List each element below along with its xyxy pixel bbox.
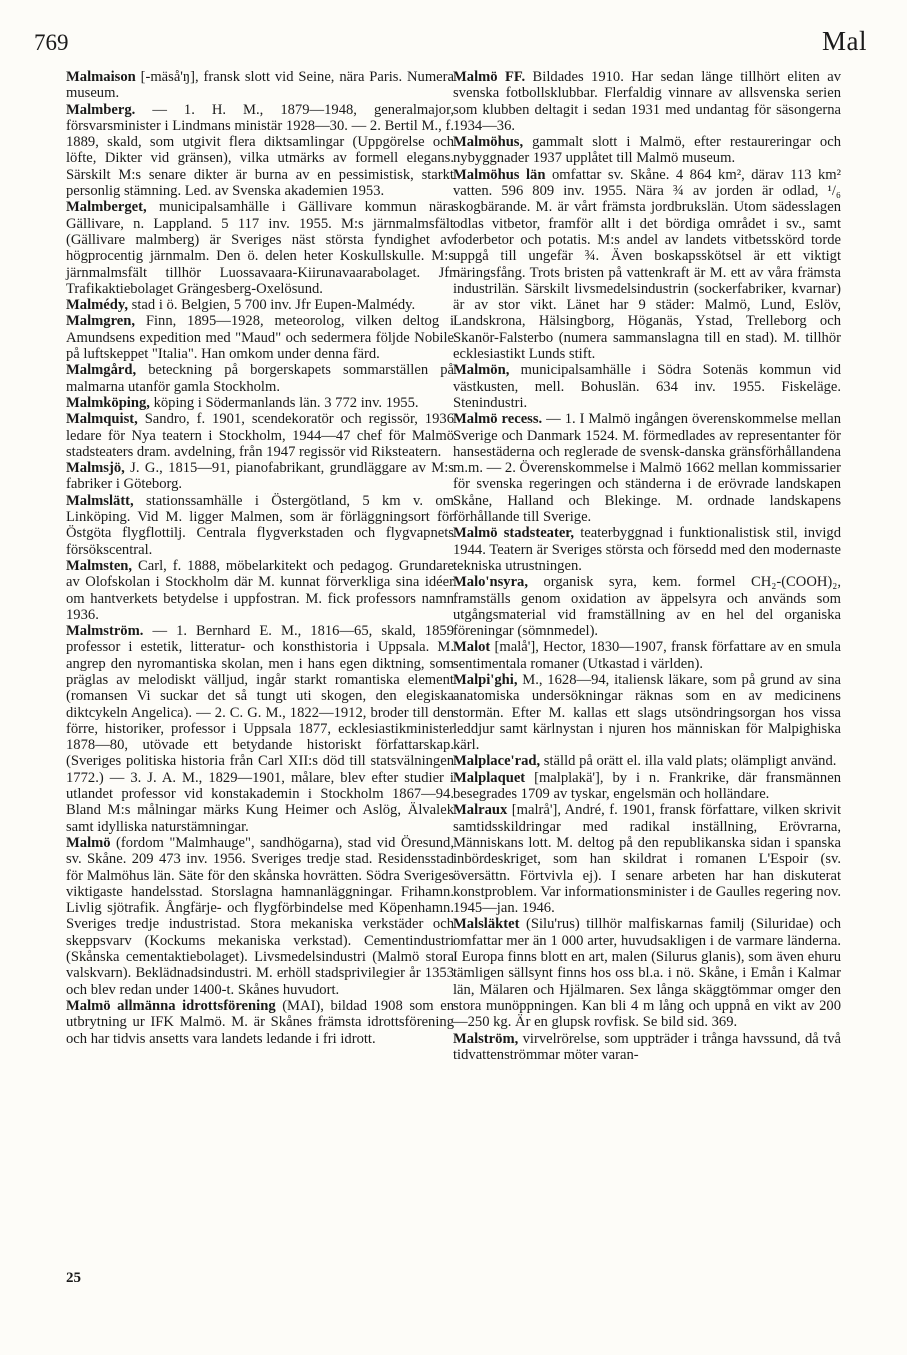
dictionary-entry	[66, 199, 454, 297]
headword: Malmslätt,	[66, 492, 134, 509]
entry-text: beteckning på borgerskapets sommarställen på malmarna utanför gamla Stockholm.	[66, 362, 454, 395]
dictionary-entry	[453, 1031, 841, 1064]
headword: Malmön,	[453, 362, 510, 379]
headword: Malström,	[453, 1030, 519, 1047]
headword: Malmédy,	[66, 297, 129, 314]
headword: Malmström.	[66, 623, 144, 640]
entry-text: [malplakä'], by i n. Frankrike, där fransmännen besegrades 1709 av tyskar, engelsmän och holländare.	[453, 769, 841, 803]
headword: Malot	[453, 639, 491, 656]
entry-text: municipalsamhälle i Gällivare kommun nära Gällivare, n. Lappland. 5 117 inv. 1955. M:s järnmalmsfält (Gällivare malmberg) är Sveriges näst största fyndighet av högprocentig järnmalm. Den ö. delen heter Koskullskulle. M:s järnmalmsfält tillhör Luossavaara-Kiirunavaarabolaget. Jfr Trafikaktiebolaget Grängesberg-Oxelösund.	[66, 199, 454, 297]
headword: Malplaquet	[453, 769, 526, 786]
dictionary-entry	[453, 525, 841, 574]
headword: Malo'nsyra,	[453, 574, 528, 591]
entry-text: köping i Södermanlands län. 3 772 inv. 1955.	[149, 394, 419, 411]
dictionary-entry	[66, 493, 454, 558]
headword: Malplace'rad,	[453, 753, 541, 770]
dictionary-entry	[66, 395, 454, 411]
dictionary-entry	[66, 411, 454, 460]
headword: Malpi'ghi,	[453, 671, 518, 688]
entry-text: — 1. Bernhard E. M., 1816—65, skald, 1859 professor i estetik, litteratur- och konsthistoria i Uppsala. M. angrep den nyromantiska skolan, men i hans egen diktning, som präglas av melodiskt välljud, ingår starkt romantiska element (romansen Vi suckar det så tungt uti skogen, den elegiska diktcykeln Angelica). — 2. C. G. M., 1822—1912, broder till den förre, historiker, professor i Uppsala 1877, ecklesiastikminister 1878—80, utövade ett betydande historiskt författarskap. (Sveriges politiska historia från Carl XII:s död till statsvälningen 1772.) — 3. J. A. M., 1829—1901, målare, blev efter studier i utlandet professor vid konstakademin i Stockholm 1867—94. Bland M:s målningar märks Kung Heimer och Aslög, Älvalek samt idylliska naturstämningar.	[66, 623, 454, 835]
dictionary-entry	[453, 411, 841, 525]
dictionary-entry	[453, 167, 841, 363]
headword: Malmö stadsteater,	[453, 525, 575, 542]
headword: Malmköping,	[66, 394, 150, 411]
dictionary-entry	[453, 362, 841, 411]
headword: Malmsjö,	[66, 460, 125, 477]
entry-text: (MAI), bildad 1908 som en utbrytning ur IFK Malmö. M. är Skånes främsta idrottsförening och har tidvis ansetts vara landets ledande i fri idrott.	[66, 997, 454, 1047]
dictionary-entry	[66, 102, 454, 200]
entry-text: [-mäså'ŋ], fransk slott vid Seine, nära Paris. Numera museum.	[66, 69, 454, 102]
entry-text: Finn, 1895—1928, meteorolog, vilken deltog i Amundsens expedition med "Maud" och sedermera följde Nobile på luftskeppet "Italia". Han omkom under denna färd.	[66, 313, 454, 363]
entry-text: — 1. H. M., 1879—1948, generalmajor, försvarsminister i Lindmans ministär 1928—30. — 2. Bertil M., f. 1889, skald, som utgivit flera diktsamlingar (Uppgörelse och löfte, Dikter vid gränsen), vilka utmärks av formell elegans. Särskilt M:s senare dikter är burna av en pessimistisk, starkt personlig stämning. Led. av Svenska akademien 1953.	[66, 101, 454, 200]
entry-text: J. G., 1815—91, pianofabrikant, grundläggare av M:s fabriker i Göteborg.	[66, 460, 454, 493]
headword: Malmgård,	[66, 362, 137, 379]
dictionary-entry	[66, 313, 454, 362]
dictionary-entry	[453, 574, 841, 639]
headword: Malmsten,	[66, 557, 133, 574]
headword: Malmö FF.	[453, 69, 526, 85]
footer-page-number: 25	[66, 1270, 81, 1286]
entry-text: omfattar sv. Skåne. 4 864 km², därav 113 km² vatten. 596 809 inv. 1955. Nära ¾ av jorden är odlad, ¹/₆ skogbärande. M. är vårt främsta jordbrukslän. Utom sädesslagen odlas vitbetor, framför allt i det bördiga området i sv., samt foderbetor och potatis. M:s andel av landets vitbetsskörd torde uppgå till ungefär ¾. Även boskapsskötsel är ett viktigt näringsfång. Trots bristen på vattenkraft är M. ett av våra främsta industrilän. Särskilt livsmedelsindustrin (sockerfabriker, kvarnar) är av stor vikt. Länet har 9 städer: Malmö, Lund, Eslöv, Landskrona, Hälsingborg, Höganäs, Ystad, Trelleborg och Skanör-Falsterbo (numera sammanslagna till en stad). M. tillhör ecklesiastikt Lunds stift.	[453, 166, 842, 363]
headword: Malraux	[453, 802, 508, 819]
dictionary-entry	[66, 297, 454, 313]
dictionary-entry	[453, 672, 841, 753]
headword: Malmöhus,	[453, 134, 524, 151]
entry-text: Sandro, f. 1901, scendekoratör och regissör, 1936 ledare för Nya teatern i Stockholm, 1944—47 chef för Malmö stadsteaters dram. avdelning, från 1947 regissör vid Riksteatern.	[66, 411, 454, 460]
headword: Malmquist,	[66, 411, 138, 428]
entry-text: M., 1628—94, italiensk läkare, som på grund av sina anatomiska undersökningar räknas som en av medicinens stormän. Efter M. kallas ett slags utsöndringsorgan hos vissa leddjur samt kärlnystan i njuren hos människan för Malpighiska kärl.	[453, 671, 841, 754]
dictionary-entry	[453, 802, 841, 916]
entry-text: Bildades 1910. Har sedan länge tillhört eliten av svenska fotbollsklubbar. Flerfaldig vinnare av allsvenska serien som klubben deltagit i sedan 1931 med undantag för säsongerna 1934—36.	[453, 69, 841, 134]
headword: Malmö allmänna idrottsförening	[66, 997, 276, 1014]
dictionary-entry	[66, 835, 454, 998]
entry-text: [malrå'], André, f. 1901, fransk författare, vilken skrivit samtidsskildringar med radikal inställning, Erövrarna, Människans lott. M. deltog på den republikanska sidan i spanska inbördeskriget, som han skildrat i romanen L'Espoir (sv. översättn. Förtvivla ej). I senare arbeten har han diskuterat konstproblem. Var informationsminister i de Gaulles regering nov. 1945—jan. 1946.	[453, 802, 841, 917]
page-number: 769	[34, 30, 69, 55]
dictionary-entry	[66, 998, 454, 1047]
headword: Malmö recess.	[453, 411, 543, 428]
entry-text: (fordom "Malmhauge", sandhögarna), stad vid Öresund, sv. Skåne. 209 473 inv. 1956. Sveriges tredje stad. Residensstad för Malmöhus län. Säte för den skånska hovrätten. Södra Sveriges viktigaste handelsstad. Storslagna hamnanläggningar. Frihamn. Livlig sjötrafik. Ångfärje- och flygförbindelse med Köpenhamn. Sveriges tredje industristad. Stora mekaniska verkstäder och skeppsvarv (Kockums mekaniska verkstad). Cementindustri (Skånska cementaktiebolaget). Livsmedelsindustri (Malmö stora valskvarn). Beklädnadsindustri. M. erhöll stadsprivilegier år 1353 och blev redan under 1400-t. Skånes huvudort.	[66, 834, 454, 998]
headword: Malsläktet	[453, 916, 520, 933]
dictionary-entry	[66, 558, 454, 623]
dictionary-entry	[453, 134, 841, 167]
dictionary-entry	[453, 770, 841, 803]
entry-text: Carl, f. 1888, möbelarkitekt och pedagog. Grundare av Olofskolan i Stockholm där M. kunnat förverkliga sina idéer om hantverkets betydelse i uppfostran. M. fick professors namn 1936.	[66, 557, 454, 623]
entry-text: organisk syra, kem. formel CH₂-(COOH)₂, framställs genom oxidation av äppelsyra och används som utgångsmaterial vid framställning av en hel del organiska föreningar (sömnmedel).	[453, 574, 841, 640]
entry-text: gammalt slott i Malmö, efter restaureringar och nybyggnader 1937 upplåtet till Malmö museum.	[453, 134, 841, 167]
headword: Malmberget,	[66, 199, 147, 216]
dictionary-entry	[66, 623, 454, 835]
entry-text: ställd på orätt el. illa vald plats; olämpligt använd.	[540, 753, 837, 770]
dictionary-entry	[453, 69, 841, 134]
left-column	[66, 69, 454, 1047]
dictionary-entry	[66, 69, 454, 102]
entry-text: stationssamhälle i Östergötland, 5 km v. om Linköping. Vid M. ligger Malmen, som är förläggningsort för Östgöta flygflottilj. Centrala flygverkstaden och flygvapnets försökscentral.	[66, 492, 454, 558]
entry-text: (Silu'rus) tillhör malfiskarnas familj (Siluridae) och omfattar mer än 1 000 arter, huvudsakligen i de varmare länderna. I Europa finns blott en art, malen (Silurus glanis), som även ehuru tämligen sällsynt finns hos oss bl.a. i nö. Skåne, i Emån i Kalmar län, Mälaren och Hjälmaren. Sex långa skäggtömmar omger den stora munöppningen. Kan bli 4 m lång och uppnå en vikt av 200—250 kg. Är en glupsk rovfisk. Se bild sid. 369.	[453, 916, 841, 1031]
dictionary-entry	[453, 916, 841, 1030]
entry-text: — 1. I Malmö ingången överenskommelse mellan Sverige och Danmark 1524. M. förmedlades av representanter för hansestäderna och reglerade de svensk-danska gränsförhållandena m.m. — 2. Överenskommelse i Malmö 1662 mellan kommissarier för svenska regeringen och ständerna i de erövrade landskapen Skåne, Halland och Blekinge. M. ordnade landskapens förhållande till Sverige.	[453, 411, 841, 526]
headword: Malmöhus län	[453, 166, 546, 183]
running-head: Mal	[822, 26, 867, 56]
dictionary-entry	[66, 460, 454, 493]
entry-text: [malå'], Hector, 1830—1907, fransk författare av en smula sentimentala romaner (Utkastad i världen).	[453, 639, 841, 672]
entry-text: virvelrörelse, som uppträder i trånga havssund, då två tidvattenströmmar möter varan-	[453, 1030, 841, 1063]
entry-text: teaterbyggnad i funktionalistisk stil, invigd 1944. Teatern är Sveriges största och försedd med den modernaste tekniska utrustningen.	[453, 525, 841, 574]
entry-text: stad i ö. Belgien, 5 700 inv. Jfr Eupen-Malmédy.	[128, 297, 416, 314]
headword: Malmaison	[66, 69, 136, 85]
headword: Malmö	[66, 834, 111, 851]
dictionary-entry	[66, 362, 454, 395]
right-column	[453, 69, 841, 1063]
headword: Malmgren,	[66, 313, 136, 330]
dictionary-entry	[453, 639, 841, 672]
headword: Malmberg.	[66, 101, 136, 118]
dictionary-entry	[453, 753, 841, 769]
entry-text: municipalsamhälle i Södra Sotenäs kommun vid västkusten, mell. Bohuslän. 634 inv. 1955. Fiskeläge. Stenindustri.	[453, 362, 841, 411]
